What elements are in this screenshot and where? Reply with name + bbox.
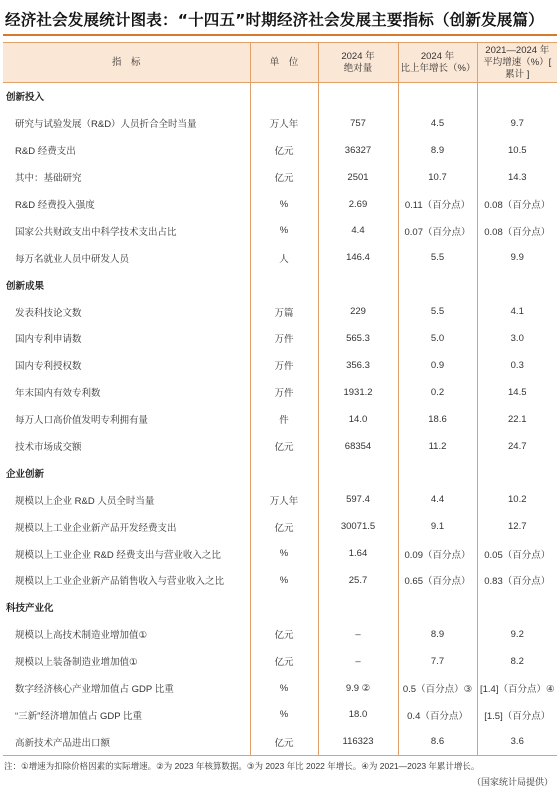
empty-cell xyxy=(477,594,557,621)
unit-cell: % xyxy=(250,217,318,244)
absolute-value-cell: – xyxy=(318,621,398,648)
header-unit xyxy=(250,43,318,83)
indicator-cell: R&D 经费支出 xyxy=(15,146,76,158)
table-row xyxy=(3,540,557,567)
header-growth-label: 比上年增长（%） xyxy=(400,62,476,74)
section-title: 创新成果 xyxy=(6,280,45,292)
growth-cell: 5.5 xyxy=(398,244,477,271)
empty-cell xyxy=(477,459,557,486)
section-title: 科技产业化 xyxy=(6,603,54,615)
indicator-cell: 规模以上工业企业新产品开发经费支出 xyxy=(15,522,177,534)
unit-cell: 万件 xyxy=(250,379,318,406)
empty-cell xyxy=(318,271,398,298)
indicator-cell: 规模以上装备制造业增加值① xyxy=(15,657,138,669)
growth-cell: 8.9 xyxy=(398,621,477,648)
header-average-period: 2021—2024 年 xyxy=(485,44,550,56)
average-growth-cell: 9.2 xyxy=(477,621,557,648)
empty-cell xyxy=(477,83,557,110)
growth-cell: 5.0 xyxy=(398,325,477,352)
header-indicator-label: 指 标 xyxy=(111,56,141,68)
header-row xyxy=(3,43,557,83)
absolute-value-cell: 14.0 xyxy=(318,406,398,433)
unit-cell: 万件 xyxy=(250,352,318,379)
empty-cell xyxy=(477,271,557,298)
absolute-value-cell: 2.69 xyxy=(318,191,398,218)
absolute-value-cell: 2501 xyxy=(318,164,398,191)
absolute-value-cell: 68354 xyxy=(318,433,398,460)
average-growth-cell: 3.0 xyxy=(477,325,557,352)
section-row xyxy=(3,83,557,110)
empty-cell xyxy=(250,594,318,621)
growth-cell: 5.5 xyxy=(398,298,477,325)
unit-cell: 亿元 xyxy=(250,728,318,755)
average-growth-cell: 0.08（百分点） xyxy=(477,191,557,218)
average-growth-cell: 0.05（百分点） xyxy=(477,540,557,567)
indicator-cell: 发表科技论文数 xyxy=(15,307,82,319)
unit-cell: 万人年 xyxy=(250,110,318,137)
empty-cell xyxy=(398,83,477,110)
table-row xyxy=(3,621,557,648)
absolute-value-cell: 9.9 ② xyxy=(318,675,398,702)
table-row xyxy=(3,433,557,460)
table-row xyxy=(3,379,557,406)
growth-cell: 0.9 xyxy=(398,352,477,379)
indicator-cell: 规模以上高技术制造业增加值① xyxy=(15,630,148,642)
table-row xyxy=(3,406,557,433)
average-growth-cell: 24.7 xyxy=(477,433,557,460)
unit-cell: 亿元 xyxy=(250,621,318,648)
title-divider xyxy=(3,34,557,36)
average-growth-cell: 14.3 xyxy=(477,164,557,191)
average-growth-cell: 4.1 xyxy=(477,298,557,325)
table-row xyxy=(3,244,557,271)
unit-cell: % xyxy=(250,567,318,594)
table-row xyxy=(3,486,557,513)
absolute-value-cell: 565.3 xyxy=(318,325,398,352)
indicator-cell: 每万名就业人员中研发人员 xyxy=(15,253,130,265)
table-row xyxy=(3,728,557,755)
empty-cell xyxy=(250,271,318,298)
growth-cell: 0.4（百分点） xyxy=(398,701,477,728)
absolute-value-cell: – xyxy=(318,648,398,675)
growth-cell: 0.65（百分点） xyxy=(398,567,477,594)
absolute-value-cell: 1931.2 xyxy=(318,379,398,406)
section-row xyxy=(3,271,557,298)
section-row xyxy=(3,594,557,621)
growth-cell: 8.9 xyxy=(398,137,477,164)
unit-cell: 亿元 xyxy=(250,137,318,164)
absolute-value-cell: 356.3 xyxy=(318,352,398,379)
absolute-value-cell: 229 xyxy=(318,298,398,325)
table-row xyxy=(3,352,557,379)
average-growth-cell: 10.2 xyxy=(477,486,557,513)
table-body xyxy=(3,83,557,756)
indicator-cell: R&D 经费投入强度 xyxy=(15,200,95,211)
header-average xyxy=(477,43,557,83)
header-absolute-year: 2024 年 xyxy=(341,50,375,62)
header-growth xyxy=(398,43,477,83)
unit-cell: % xyxy=(250,540,318,567)
indicator-cell: 高新技术产品进出口额 xyxy=(15,737,111,749)
table-row xyxy=(3,110,557,137)
growth-cell: 4.4 xyxy=(398,486,477,513)
empty-cell xyxy=(318,594,398,621)
absolute-value-cell: 18.0 xyxy=(318,701,398,728)
indicators-table xyxy=(3,42,557,756)
section-row xyxy=(3,459,557,486)
absolute-value-cell: 597.4 xyxy=(318,486,398,513)
average-growth-cell: 22.1 xyxy=(477,406,557,433)
empty-cell xyxy=(318,459,398,486)
table-row xyxy=(3,513,557,540)
empty-cell xyxy=(250,459,318,486)
absolute-value-cell: 4.4 xyxy=(318,217,398,244)
growth-cell: 0.07（百分点） xyxy=(398,217,477,244)
average-growth-cell: 14.5 xyxy=(477,379,557,406)
absolute-value-cell: 146.4 xyxy=(318,244,398,271)
indicator-cell: 规模以上工业企业新产品销售收入与营业收入之比 xyxy=(15,576,225,588)
unit-cell: % xyxy=(250,675,318,702)
average-growth-cell: 0.83（百分点） xyxy=(477,567,557,594)
section-title: 企业创新 xyxy=(6,468,45,480)
table-row xyxy=(3,217,557,244)
header-growth-year: 2024 年 xyxy=(420,50,455,62)
table-row xyxy=(3,164,557,191)
absolute-value-cell: 116323 xyxy=(318,728,398,755)
growth-cell: 8.6 xyxy=(398,728,477,755)
table-header xyxy=(3,43,557,83)
average-growth-cell: 12.7 xyxy=(477,513,557,540)
average-growth-cell: 10.5 xyxy=(477,137,557,164)
indicator-cell: 国内专利授权数 xyxy=(15,361,82,373)
average-growth-cell: 9.9 xyxy=(477,244,557,271)
unit-cell: % xyxy=(250,191,318,218)
growth-cell: 0.11（百分点） xyxy=(398,191,477,218)
header-indicator xyxy=(3,43,250,83)
section-title: 创新投入 xyxy=(6,92,45,104)
table-row xyxy=(3,701,557,728)
average-growth-cell: 9.7 xyxy=(477,110,557,137)
absolute-value-cell: 36327 xyxy=(318,137,398,164)
growth-cell: 9.1 xyxy=(398,513,477,540)
growth-cell: 7.7 xyxy=(398,648,477,675)
table-row xyxy=(3,191,557,218)
indicator-cell: 研究与试验发展（R&D）人员折合全时当量 xyxy=(15,119,197,131)
growth-cell: 18.6 xyxy=(398,406,477,433)
indicator-cell: 国家公共财政支出中科学技术支出占比 xyxy=(15,226,177,238)
unit-cell: 万件 xyxy=(250,325,318,352)
empty-cell xyxy=(398,459,477,486)
unit-cell: 万篇 xyxy=(250,298,318,325)
unit-cell: 亿元 xyxy=(250,513,318,540)
unit-cell: 万人年 xyxy=(250,486,318,513)
growth-cell: 0.09（百分点） xyxy=(398,540,477,567)
table-row xyxy=(3,137,557,164)
absolute-value-cell: 30071.5 xyxy=(318,513,398,540)
indicator-cell: 国内专利申请数 xyxy=(15,334,82,346)
table-row xyxy=(3,325,557,352)
table-row xyxy=(3,298,557,325)
growth-cell: 4.5 xyxy=(398,110,477,137)
header-absolute-label: 绝对量 xyxy=(343,62,373,74)
growth-cell: 11.2 xyxy=(398,433,477,460)
header-average-label: 平均增速（%）[ 累计 ] xyxy=(483,56,552,80)
average-growth-cell: [1.5]（百分点） xyxy=(477,701,557,728)
absolute-value-cell: 757 xyxy=(318,110,398,137)
absolute-value-cell: 1.64 xyxy=(318,540,398,567)
table-row xyxy=(3,648,557,675)
unit-cell: 件 xyxy=(250,406,318,433)
empty-cell xyxy=(318,83,398,110)
growth-cell: 0.2 xyxy=(398,379,477,406)
unit-cell: 亿元 xyxy=(250,433,318,460)
table-row xyxy=(3,567,557,594)
indicator-cell: 技术市场成交额 xyxy=(15,442,82,454)
growth-cell: 10.7 xyxy=(398,164,477,191)
source-credit: （国家统计局提供） xyxy=(471,777,553,788)
footnote: 注：①增速为扣除价格因素的实际增速。②为 2023 年核算数据。③为 2023 年比 2022 年增长。④为 2021—2023 年累计增长。 xyxy=(4,761,480,772)
unit-cell: 人 xyxy=(250,244,318,271)
empty-cell xyxy=(398,271,477,298)
indicator-cell: 其中：基础研究 xyxy=(15,173,82,185)
indicator-cell: 数字经济核心产业增加值占 GDP 比重 xyxy=(15,684,174,696)
header-absolute xyxy=(318,43,398,83)
empty-cell xyxy=(398,594,477,621)
average-growth-cell: 8.2 xyxy=(477,648,557,675)
average-growth-cell: [1.4]（百分点）④ xyxy=(477,675,557,702)
table-row xyxy=(3,675,557,702)
indicator-cell: 规模以上企业 R&D 人员全时当量 xyxy=(15,495,155,507)
unit-cell: 亿元 xyxy=(250,648,318,675)
page-title: 经济社会发展统计图表：“十四五”时期经济社会发展主要指标（创新发展篇） xyxy=(5,11,544,29)
growth-cell: 0.5（百分点）③ xyxy=(398,675,477,702)
average-growth-cell: 0.08（百分点） xyxy=(477,217,557,244)
average-growth-cell: 0.3 xyxy=(477,352,557,379)
empty-cell xyxy=(250,83,318,110)
indicator-cell: 年末国内有效专利数 xyxy=(15,388,101,400)
header-unit-label: 单 位 xyxy=(269,56,299,68)
absolute-value-cell: 25.7 xyxy=(318,567,398,594)
unit-cell: % xyxy=(250,701,318,728)
average-growth-cell: 3.6 xyxy=(477,728,557,755)
indicator-cell: “三新”经济增加值占 GDP 比重 xyxy=(15,710,143,722)
indicator-cell: 规模以上工业企业 R&D 经费支出与营业收入之比 xyxy=(15,549,221,561)
unit-cell: 亿元 xyxy=(250,164,318,191)
indicator-cell: 每万人口高价值发明专利拥有量 xyxy=(15,415,149,427)
